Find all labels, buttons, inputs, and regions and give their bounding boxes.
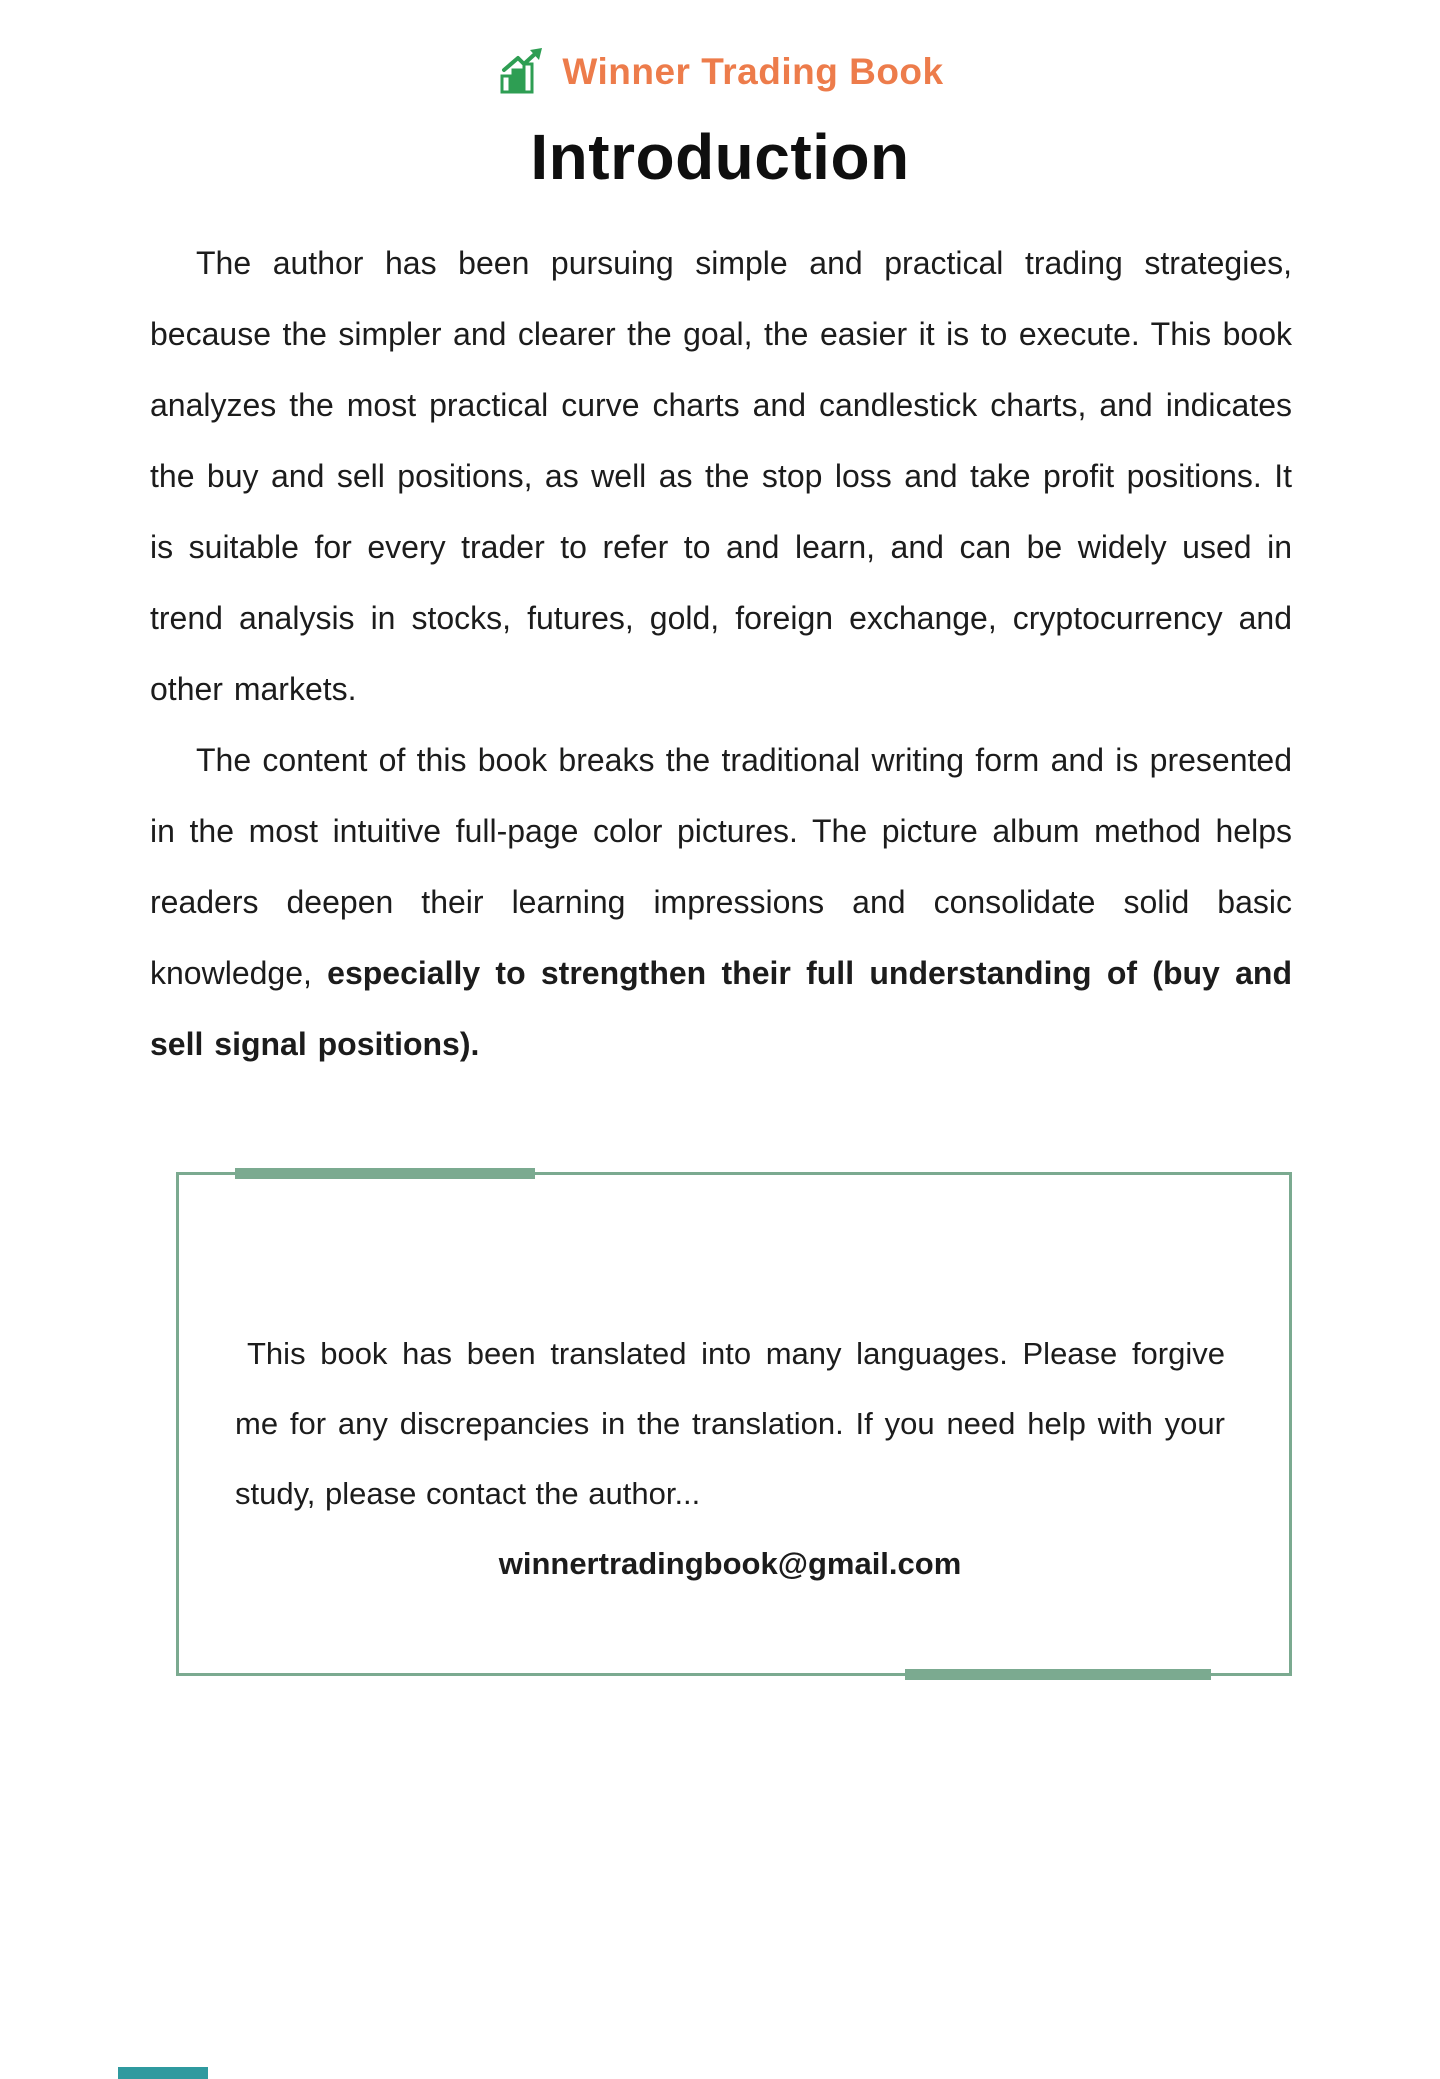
footer-accent-bar [118, 2067, 208, 2079]
note-box-accent-bottom [905, 1669, 1211, 1680]
paragraph-2-bold-text: especially to strengthen their full understanding of (buy and sell signal positions). [150, 955, 1293, 1062]
note-box-accent-top [235, 1168, 535, 1179]
intro-paragraph-1: The author has been pursuing simple and practical trading strategies, because the simpler and clearer the goal, the easier it is to execute. This book analyzes the most practical curve charts and candlestick charts, and indicates the buy and sell positions, as well as the stop loss and take profit positions. It is suitable for every trader to refer to and learn, and can be widely used in trend analysis in stocks, futures, gold, foreign exchange, cryptocurrency and other markets. [150, 245, 1292, 707]
intro-paragraph-2 [150, 725, 1292, 1080]
note-body-text: This book has been translated into many languages. Please forgive me for any discrepancies in the translation. If you need help with your study, please contact the author... [235, 1336, 1225, 1511]
brand-name: Winner Trading Book [562, 51, 944, 92]
document-body [150, 228, 1292, 1676]
brand-header [0, 0, 1440, 98]
growth-bar-chart-icon [496, 46, 548, 98]
translation-note-box [176, 1172, 1292, 1676]
page-title: Introduction [530, 121, 910, 193]
author-email: winnertradingbook@gmail.com [498, 1546, 962, 1581]
paragraph-2-normal-text: The content of this book breaks the traditional writing form and is presented in the most intuitive full-page color pictures. The picture album method helps readers deepen their learning impressions and consolidate solid basic knowledge, [150, 742, 1292, 991]
